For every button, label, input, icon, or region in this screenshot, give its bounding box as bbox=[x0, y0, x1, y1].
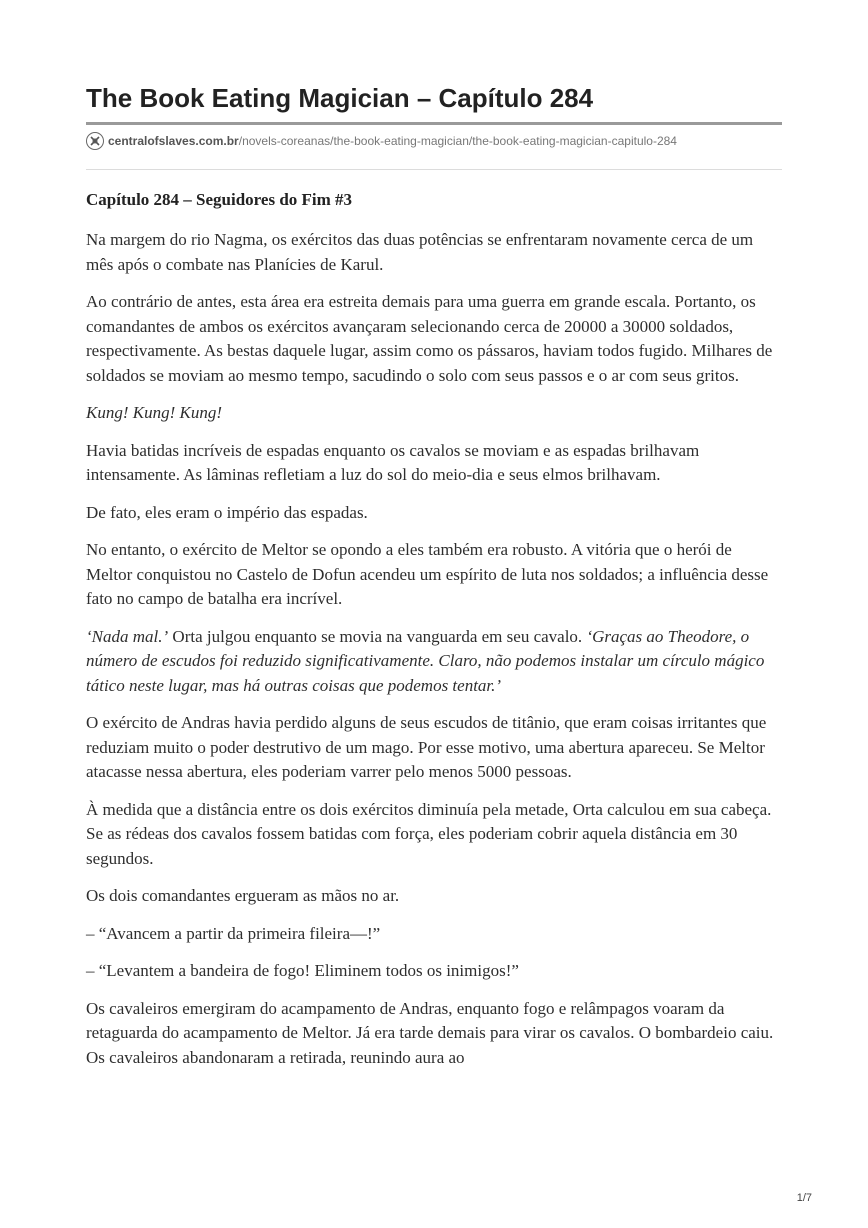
site-logo-icon bbox=[86, 132, 104, 150]
paragraph-5: De fato, eles eram o império das espadas. bbox=[86, 502, 368, 522]
url-domain[interactable]: centralofslaves.com.br bbox=[108, 134, 239, 148]
paragraph-10: Os dois comandantes ergueram as mãos no ar. bbox=[86, 886, 400, 905]
paragraph-2: Ao contrário de antes, esta área era estreita demais para uma guerra em grande escala. Portanto, os comandantes de ambos os exércitos avançaram selecionando cerca de 20000 a 30000 soldados, respectivamente. As bestas daquele lugar, assim como os pássaros, haviam todos fugido. Milhares de soldados se moviam ao mesmo tempo, sacudindo o solo com seus passos e o ar com seus gritos. bbox=[86, 292, 773, 385]
document-page bbox=[86, 82, 782, 1083]
thought-2: ‘Graças ao Theodore, o número de escudos foi reduzido significativamente. Claro, não podemos instalar um círculo mágico tático neste lugar, mas há outras coisas que podemos tentar.’ bbox=[86, 626, 765, 695]
page-title: The Book Eating Magician – Capítulo 284 bbox=[86, 82, 782, 125]
paragraph-4: Havia batidas incríveis de espadas enquanto os cavalos se moviam e as espadas brilhavam intensamente. As lâminas refletiam a luz do sol do meio-dia e seus elmos brilhavam. bbox=[86, 440, 700, 484]
paragraph-13: Os cavaleiros emergiram do acampamento de Andras, enquanto fogo e relâmpagos voaram da retaguarda do acampamento de Meltor. Já era tarde demais para virar os cavalos. O bombardeio caiu. Os cavaleiros abandonaram a retirada, reunindo aura ao bbox=[86, 998, 774, 1067]
article-body bbox=[86, 190, 782, 1070]
thought-1: ‘Nada mal.’ bbox=[86, 626, 169, 646]
paragraph-11: – “Avancem a partir da primeira fileira—!” bbox=[86, 923, 381, 943]
paragraph-12: – “Levantem a bandeira de fogo! Eliminem todos os inimigos!” bbox=[86, 961, 519, 980]
paragraph-8: O exército de Andras havia perdido alguns de seus escudos de titânio, que eram coisas irritantes que reduziam muito o poder destrutivo de um mago. Por esse motivo, uma abertura apareceu. Se Meltor atacasse nessa abertura, eles poderiam varrer pelo menos 5000 pessoas. bbox=[86, 713, 767, 781]
paragraph-3: Kung! Kung! Kung! bbox=[86, 403, 222, 422]
page-number: 1/7 bbox=[796, 1192, 812, 1204]
narration: Orta julgou enquanto se movia na vanguarda em seu cavalo. bbox=[168, 626, 587, 646]
chapter-heading: Capítulo 284 – Seguidores do Fim #3 bbox=[86, 190, 353, 209]
source-url[interactable] bbox=[86, 127, 782, 170]
paragraph-6: No entanto, o exército de Meltor se opondo a eles também era robusto. A vitória que o herói de Meltor conquistou no Castelo de Dofun acendeu um espírito de luta nos soldados; a influência desse fato no campo de batalha era incrível. bbox=[86, 540, 769, 608]
paragraph-9: À medida que a distância entre os dois exércitos diminuía pela metade, Orta calculou em sua cabeça. Se as rédeas dos cavalos fossem batidas com força, eles poderiam cobrir aquela distância em 30 segundos. bbox=[86, 799, 772, 868]
paragraph-1: Na margem do rio Nagma, os exércitos das duas potências se enfrentaram novamente cerca de um mês após o combate nas Planícies de Karul. bbox=[86, 230, 754, 274]
paragraph-7 bbox=[86, 625, 782, 699]
url-path[interactable]: /novels-coreanas/the-book-eating-magician/the-book-eating-magician-capitulo-284 bbox=[238, 134, 677, 148]
